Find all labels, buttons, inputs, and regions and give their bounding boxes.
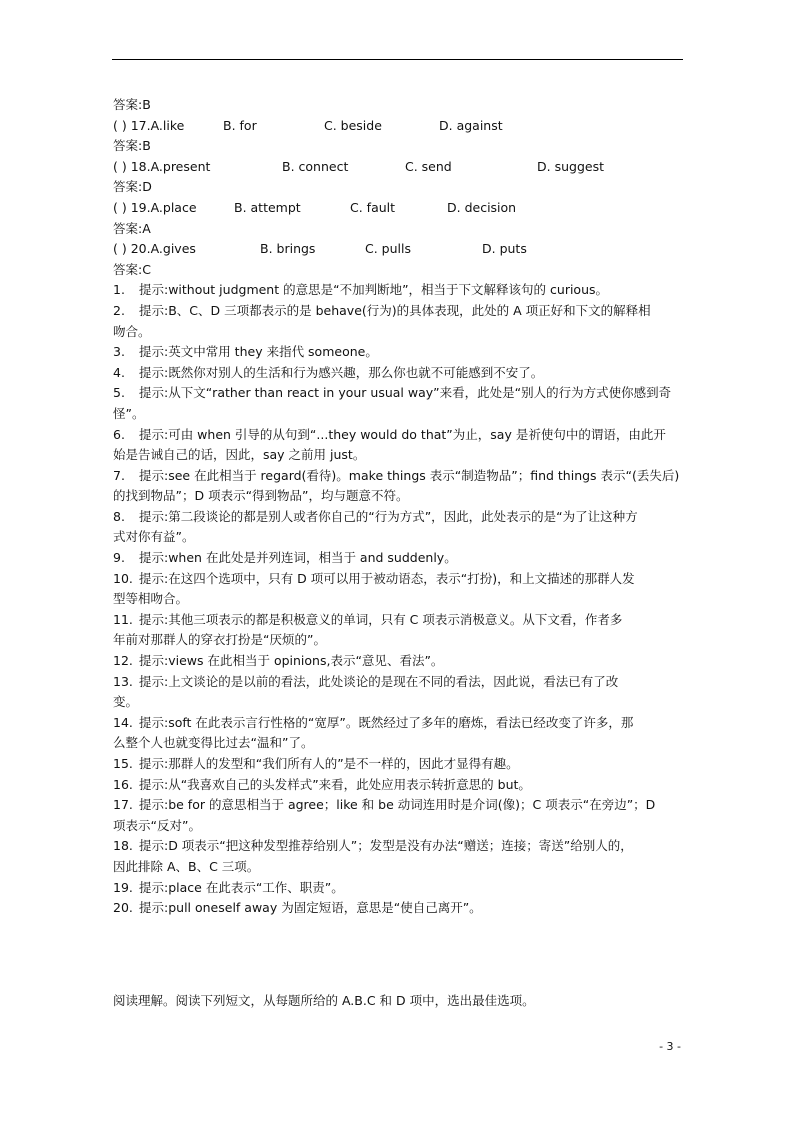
header-rule: [112, 59, 683, 60]
hint-list: [113, 280, 685, 918]
question-18-a: ( ) 18.A.present: [113, 158, 211, 174]
hint-text: 提示:pull oneself away 为固定短语，意思是“使自己离开”。: [139, 900, 482, 916]
hint-number: 18.: [113, 838, 133, 854]
page-number: - 3 -: [659, 1040, 681, 1053]
hint-number: 13.: [113, 673, 133, 689]
hint-number: 6.: [113, 426, 125, 442]
hint-item: [113, 342, 685, 363]
question-17-d: D. against: [439, 117, 503, 133]
question-17-a: ( ) 17.A.like: [113, 117, 185, 133]
hint-item: [113, 836, 685, 877]
hint-text: 提示:be for 的意思相当于 agree；like 和 be 动词连用时是介词(像)；C 项表示“在旁边”；D: [139, 797, 656, 813]
hint-item: [113, 363, 685, 384]
hint-text-continued: 型等相吻合。: [113, 591, 189, 607]
hint-text: 提示:从下文“rather than react in your usual way”来看，此处是“别人的行为方式使你感到奇: [139, 385, 672, 401]
hint-item: [113, 301, 685, 342]
question-18-d: D. suggest: [537, 158, 604, 174]
answer-20: 答案:C: [113, 261, 151, 277]
hint-item: [113, 898, 685, 919]
question-20-b: B. brings: [260, 241, 316, 257]
hint-text: 提示:place 在此表示“工作、职责”。: [139, 879, 344, 895]
hint-text: 提示:那群人的发型和“我们所有人的”是不一样的，因此才显得有趣。: [139, 756, 519, 771]
hint-item: [113, 548, 685, 569]
hint-item: [113, 754, 685, 775]
question-17-c: C. beside: [324, 117, 382, 133]
question-20-d: D. puts: [482, 241, 527, 257]
question-19-c: C. fault: [350, 199, 396, 215]
hint-text: 提示:从“我喜欢自己的头发样式”来看，此处应用表示转折意思的 but。: [139, 776, 531, 792]
hint-number: 11.: [113, 611, 133, 627]
hint-number: 9.: [113, 550, 125, 566]
hint-number: 7.: [113, 467, 125, 483]
question-19-b: B. attempt: [234, 199, 301, 215]
hint-item: [113, 672, 685, 713]
reading-instruction: 阅读理解。阅读下列短文，从每题所给的 A.B.C 和 D 项中，选出最佳选项。: [113, 993, 535, 1008]
hint-number: 4.: [113, 364, 125, 380]
answer-16: 答案:B: [113, 97, 151, 112]
answer-18: 答案:D: [113, 179, 152, 195]
hint-number: 16.: [113, 776, 133, 792]
hint-text-continued: 式对你有益”。: [113, 529, 195, 545]
question-17: [113, 116, 685, 137]
answer-19: 答案:A: [113, 220, 151, 236]
hint-number: 1.: [113, 282, 125, 298]
hint-number: 2.: [113, 302, 125, 318]
hint-number: 12.: [113, 653, 133, 669]
hint-text-continued: 项表示“反对”。: [113, 817, 201, 833]
hint-item: [113, 651, 685, 672]
hint-text: 提示:without judgment 的意思是“不加判断地”，相当于下文解释该句的 curious。: [139, 282, 609, 298]
hint-number: 20.: [113, 900, 133, 916]
hint-text-continued: 年前对那群人的穿衣打扮是“厌烦的”。: [113, 632, 326, 648]
hint-item: [113, 878, 685, 899]
hint-text-continued: 变。: [113, 694, 139, 710]
hint-text-continued: 因此排除 A、B、C 三项。: [113, 858, 260, 874]
question-18-c: C. send: [405, 158, 452, 174]
hint-number: 15.: [113, 756, 133, 771]
hint-number: 19.: [113, 879, 133, 895]
hint-text-continued: 吻合。: [113, 323, 151, 339]
question-18-b: B. connect: [282, 158, 349, 174]
hint-text: 提示:when 在此处是并列连词，相当于 and suddenly。: [139, 550, 457, 566]
hint-number: 8.: [113, 508, 125, 524]
question-20-c: C. pulls: [365, 241, 411, 257]
answer-block: [113, 95, 685, 919]
hint-text: 提示:可由 when 引导的从句到“...they would do that”为止，say 是祈使句中的谓语，由此开: [139, 426, 666, 442]
hint-text: 提示:上文谈论的是以前的看法，此处谈论的是现在不同的看法，因此说，看法已有了改: [139, 673, 619, 689]
question-19: [113, 198, 685, 219]
hint-item: [113, 425, 685, 466]
question-20: [113, 239, 685, 260]
hint-number: 3.: [113, 344, 125, 360]
hint-text: 提示:在这四个选项中，只有 D 项可以用于被动语态，表示“打扮)，和上文描述的那群人发: [139, 570, 635, 586]
hint-text: 提示:第二段谈论的都是别人或者你自己的“行为方式”，因此，此处表示的是“为了让这种方: [139, 508, 638, 524]
question-19-a: ( ) 19.A.place: [113, 199, 197, 215]
hint-text-continued: 的找到物品”；D 项表示“得到物品”，均与题意不符。: [113, 488, 409, 504]
hint-text: 提示:英文中常用 they 来指代 someone。: [139, 344, 378, 360]
hint-text-continued: 怪”。: [113, 405, 145, 421]
hint-item: [113, 280, 685, 301]
hint-text: 提示:既然你对别人的生活和行为感兴趣，那么你也就不可能感到不安了。: [139, 364, 544, 380]
hint-number: 10.: [113, 570, 133, 586]
hint-item: [113, 795, 685, 836]
hint-item: [113, 466, 685, 507]
hint-item: [113, 610, 685, 651]
hint-text-continued: 始是告诫自己的话，因此，say 之前用 just。: [113, 447, 366, 463]
hint-item: [113, 569, 685, 610]
question-19-d: D. decision: [447, 199, 517, 215]
hint-number: 5.: [113, 385, 125, 401]
hint-number: 14.: [113, 714, 133, 730]
question-17-b: B. for: [223, 117, 257, 133]
hint-text-continued: 么整个人也就变得比过去“温和”了。: [113, 735, 314, 751]
hint-text: 提示:views 在此相当于 opinions,表示“意见、看法”。: [139, 653, 444, 669]
question-20-a: ( ) 20.A.gives: [113, 241, 196, 257]
question-18: [113, 157, 685, 178]
answer-17: 答案:B: [113, 138, 151, 154]
hint-item: [113, 383, 685, 424]
hint-item: [113, 507, 685, 548]
hint-text: 提示:D 项表示“把这种发型推荐给别人”；发型是没有办法“赠送；连接；寄送”给别人的，: [139, 838, 633, 854]
hint-number: 17.: [113, 797, 133, 813]
hint-text: 提示:soft 在此表示言行性格的“宽厚”。既然经过了多年的磨炼，看法已经改变了许多，那: [139, 714, 634, 730]
hint-text: 提示:B、C、D 三项都表示的是 behave(行为)的具体表现，此处的 A 项正好和下文的解释相: [139, 302, 651, 318]
hint-item: [113, 713, 685, 754]
hint-item: [113, 775, 685, 796]
hint-text: 提示:see 在此相当于 regard(看待)。make things 表示“制造物品”；find things 表示“(丢失后): [139, 467, 680, 483]
hint-text: 提示:其他三项表示的都是积极意义的单词，只有 C 项表示消极意义。从下文看，作者多: [139, 611, 623, 627]
